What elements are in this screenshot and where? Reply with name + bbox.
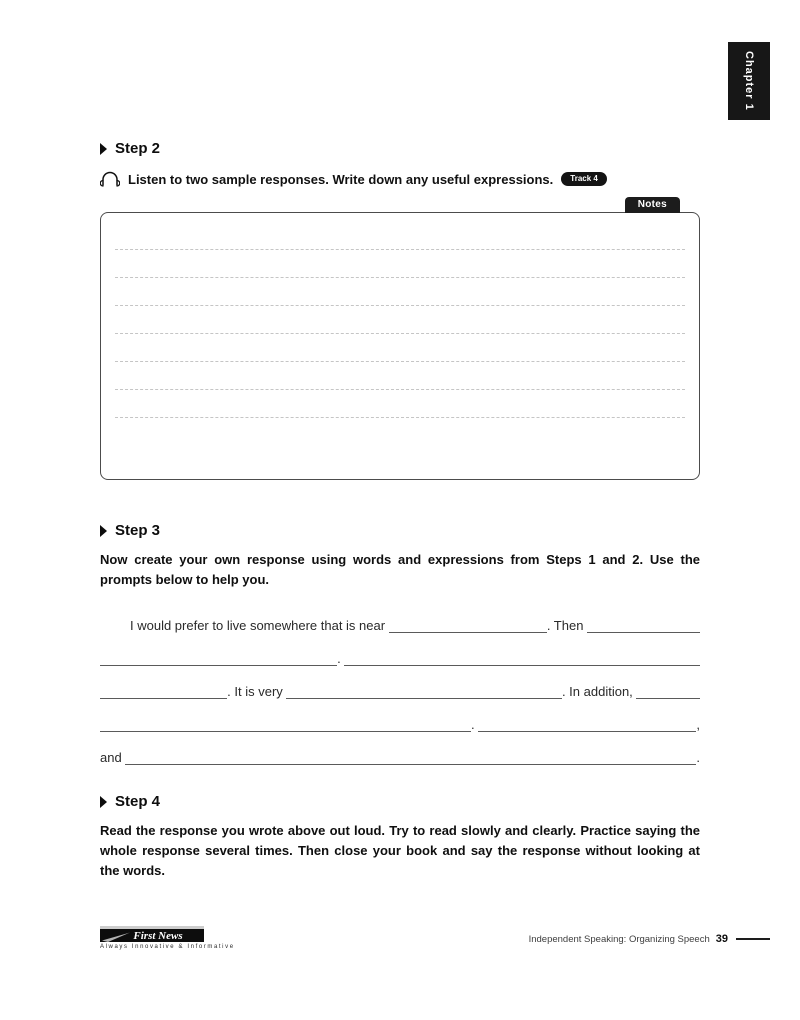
page-content [100,0,700,881]
prompt-text: I would prefer to live somewhere that is near [130,618,389,633]
page-number: 39 [715,933,728,945]
footer-page-info [529,933,770,945]
section-label: Independent Speaking: Organizing Speech [528,933,710,945]
notes-writing-line [115,305,685,333]
notes-writing-line [115,333,685,361]
prompt-line [100,746,700,765]
notes-box [100,212,700,480]
prompt-line [100,614,700,633]
fill-in-blank [100,686,227,699]
step-4-instruction: Read the response you wrote above out loud. Try to read slowly and clearly. Practice saying the whole response several times. Then close your book and say the response without looking at the words. [100,823,700,878]
prompt-text: . [470,717,479,732]
prompt-text: , [696,717,700,732]
step-4-title: Step 4 [115,793,161,810]
step-arrow-icon [100,796,107,808]
notes-writing-line [115,389,685,417]
prompt-line [100,647,700,666]
publisher-logo-band [100,926,204,942]
prompt-text: . Then [546,618,588,633]
publisher-logo [100,926,235,950]
step-2-instruction-row [100,170,700,188]
chapter-tab [728,42,770,120]
headphones-icon [100,170,120,188]
notes-writing-line [115,249,685,277]
fill-in-blank [389,620,547,633]
step-2-section [100,140,700,480]
prompt-lines [100,614,700,765]
fill-in-blank [478,719,696,732]
prompt-text: and [100,750,126,765]
prompt-text: . [337,651,345,666]
fill-in-blank [125,752,696,765]
prompt-text: . It is very [227,684,287,699]
prompt-line [100,713,700,732]
step-3-section [100,522,700,765]
fill-in-blank [286,686,562,699]
notes-writing-line [115,361,685,389]
notes-writing-line [115,417,685,445]
step-arrow-icon [100,525,107,537]
fill-in-blank [100,653,337,666]
step-3-title: Step 3 [115,522,161,539]
publisher-tagline: Always Innovative & Informative [100,944,235,950]
step-3-heading [100,522,700,539]
track-badge: Track 4 [561,172,607,186]
fill-in-blank [636,686,700,699]
prompt-text: . [696,750,700,765]
prompt-text: . In addition, [561,684,637,699]
step-4-section [100,793,700,881]
step-2-instruction: Listen to two sample responses. Write down any useful expressions. [128,171,554,187]
fill-in-blank [587,620,700,633]
notes-area [100,199,700,480]
footer-rule [736,938,770,940]
logo-swoosh-icon [102,931,132,943]
chapter-tab-label: Chapter 1 [743,51,755,111]
step-4-heading [100,793,700,810]
notes-tab: Notes [625,197,680,213]
step-arrow-icon [100,143,107,155]
fill-in-blank [100,719,471,732]
step-2-heading [100,140,700,157]
step-2-title: Step 2 [115,140,161,157]
publisher-name: First News [133,929,183,942]
fill-in-blank [344,653,700,666]
prompt-line [100,680,700,699]
notes-writing-line [115,277,685,305]
step-3-instruction: Now create your own response using words and expressions from Steps 1 and 2. Use the prompts below to help you. [100,552,700,587]
page-footer [100,926,770,950]
